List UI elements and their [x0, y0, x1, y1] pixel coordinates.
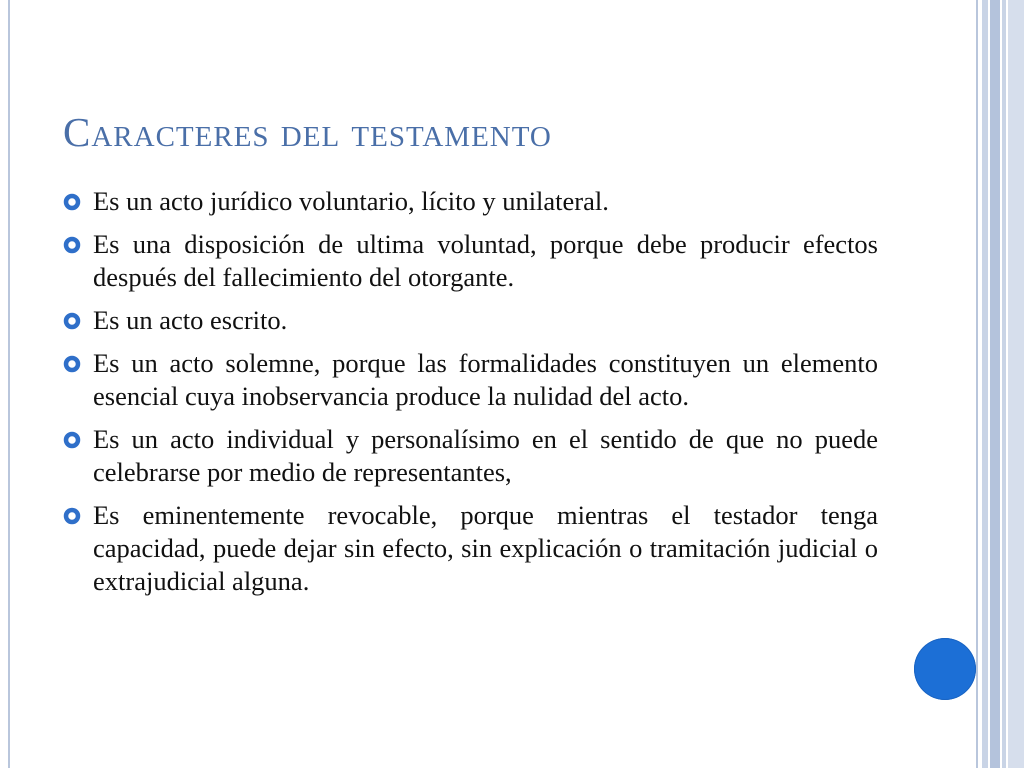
bullet-ring-icon: [63, 431, 81, 449]
frame-left-line: [8, 0, 10, 768]
frame-right-line: [976, 0, 978, 768]
bullet-item: [63, 347, 878, 413]
bullet-ring-icon: [63, 312, 81, 330]
decorative-circle: [914, 638, 976, 700]
bullet-ring-icon: [63, 507, 81, 525]
decorative-stripe: [1002, 0, 1006, 768]
bullet-text: Es un acto individual y personalísimo en el sentido de que no puede celebrarse por medio de representantes,: [93, 424, 878, 487]
bullet-ring-icon: [63, 193, 81, 211]
decorative-stripe: [990, 0, 1000, 768]
bullet-text: Es un acto jurídico voluntario, lícito y unilateral.: [93, 186, 609, 216]
bullet-ring-icon: [63, 236, 81, 254]
bullet-list: [63, 185, 878, 608]
decorative-stripe: [1008, 0, 1024, 768]
decorative-stripe: [982, 0, 988, 768]
bullet-ring-icon: [63, 355, 81, 373]
bullet-item: [63, 228, 878, 294]
bullet-item: [63, 423, 878, 489]
bullet-text: Es una disposición de ultima voluntad, porque debe producir efectos después del fallecimiento del otorgante.: [93, 229, 878, 292]
bullet-item: [63, 304, 878, 337]
slide-title: Caracteres del testamento: [63, 109, 552, 155]
bullet-text: Es un acto escrito.: [93, 305, 288, 335]
bullet-text: Es un acto solemne, porque las formalidades constituyen un elemento esencial cuya inobservancia produce la nulidad del acto.: [93, 348, 878, 411]
bullet-text: Es eminentemente revocable, porque mientras el testador tenga capacidad, puede dejar sin efecto, sin explicación o tramitación judicial o extrajudicial alguna.: [93, 500, 878, 596]
bullet-item: [63, 499, 878, 598]
bullet-item: [63, 185, 878, 218]
